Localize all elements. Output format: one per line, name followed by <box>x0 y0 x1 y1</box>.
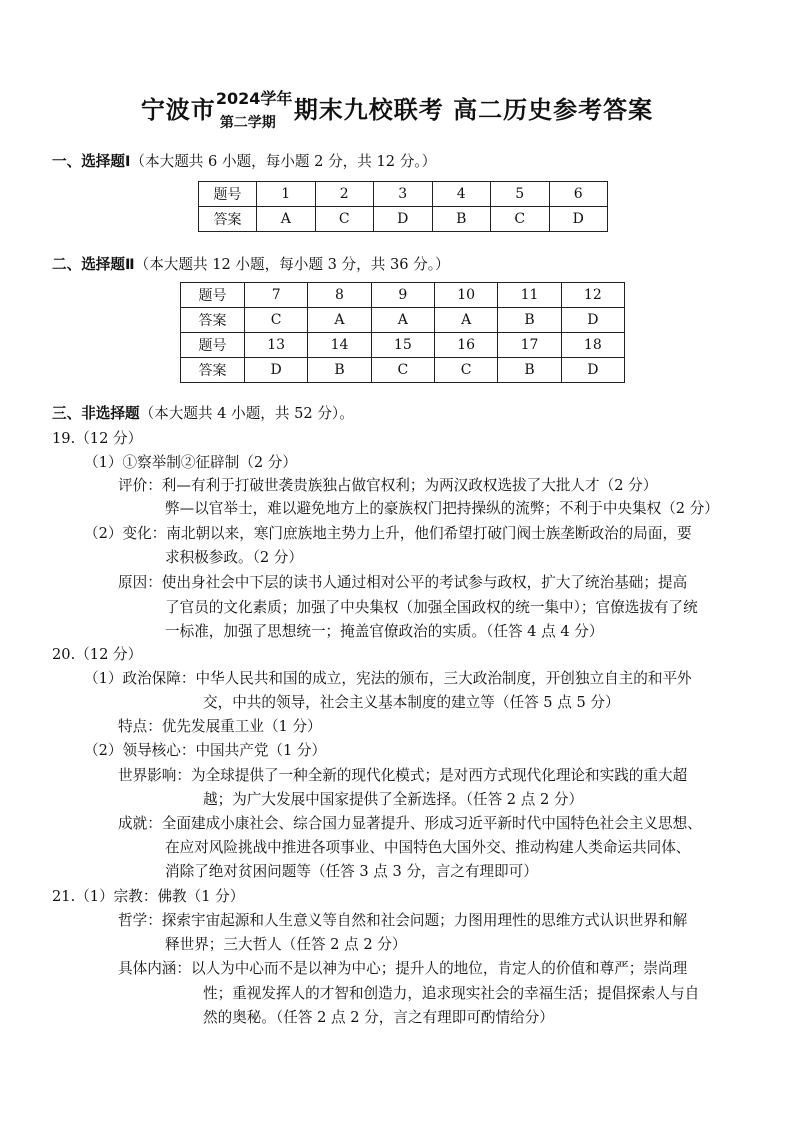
title-semester: 第二学期 <box>219 115 276 131</box>
answer-line: 了官员的文化素质；加强了中央集权（加强全国政权的统一集中）；官僚选拔有了统 <box>165 599 698 616</box>
answer-line: 求积极参政。（2 分） <box>165 549 303 566</box>
table-cell: 5 <box>491 182 550 207</box>
table-row <box>181 358 625 383</box>
table-cell: B <box>498 358 561 383</box>
table-row <box>181 333 625 358</box>
title-year: 2024学年 <box>215 89 293 108</box>
table-cell: 16 <box>434 333 497 358</box>
question-19-header: 19.（12 分） <box>52 430 143 447</box>
table-cell: C <box>491 207 550 232</box>
table-cell: 3 <box>374 182 433 207</box>
table-row <box>181 283 625 308</box>
table-cell: C <box>315 207 374 232</box>
table-cell: B <box>498 308 561 333</box>
answer-line: 交，中共的领导，社会主义基本制度的建立等（任答 5 点 5 分） <box>203 694 620 711</box>
answer-table-2 <box>180 282 625 383</box>
section2-note: （本大题共 12 小题，每小题 3 分，共 36 分。） <box>134 256 450 273</box>
table-cell: D <box>561 308 624 333</box>
section2-heading: 二、选择题Ⅱ <box>52 256 135 273</box>
table-cell: A <box>371 308 434 333</box>
answer-line: 具体内涵：以人为中心而不是以神为中心；提升人的地位，肯定人的价值和尊严；崇尚理 <box>118 960 688 977</box>
section3-heading: 三、非选择题 <box>52 405 140 422</box>
table-cell: 17 <box>498 333 561 358</box>
table-cell: C <box>371 358 434 383</box>
answer-line: 特点：优先发展重工业（1 分） <box>118 718 322 735</box>
answer-line: （2）领导核心：中国共产党（1 分） <box>84 742 327 759</box>
section2-heading-line <box>52 253 450 274</box>
table-cell: 1 <box>257 182 316 207</box>
answer-line: 哲学：探索宇宙起源和人生意义等自然和社会问题；力图用理性的思维方式认识世界和解 <box>118 912 688 929</box>
table-row <box>181 308 625 333</box>
table-cell: 题号 <box>181 283 245 308</box>
answer-line: 在应对风险挑战中推进各项事业、中国特色大国外交、推动构建人类命运共同体、 <box>165 839 691 856</box>
table-cell: D <box>561 358 624 383</box>
answer-line: 越；为广大发展中国家提供了全新选择。（任答 2 点 2 分） <box>203 791 584 808</box>
section3-heading-line <box>52 402 354 423</box>
question-20-header: 20.（12 分） <box>52 646 143 663</box>
table-cell: 4 <box>432 182 491 207</box>
answer-line: 成就：全面建成小康社会、综合国力显著提升、形成习近平新时代中国特色社会主义思想、 <box>118 815 702 832</box>
answer-line: 性；重视发挥人的才智和创造力，追求现实社会的幸福生活；提倡探索人与自 <box>203 985 700 1002</box>
table-cell: D <box>549 207 608 232</box>
answer-line: 一标准，加强了思想统一；掩盖官僚政治的实质。（任答 4 点 4 分） <box>165 623 604 640</box>
answer-line: 消除了绝对贫困问题等（任答 3 点 3 分，言之有理即可） <box>165 863 538 880</box>
title-suffix: 期末九校联考 高二历史参考答案 <box>293 96 654 124</box>
table-row <box>199 182 608 207</box>
table-cell: 14 <box>308 333 371 358</box>
section1-heading-line <box>52 150 436 171</box>
question-21-header: 21.（1）宗教：佛教（1 分） <box>52 888 245 905</box>
page-title <box>0 86 794 134</box>
table-cell: C <box>245 308 308 333</box>
table-cell: 6 <box>549 182 608 207</box>
answer-line: （1）政治保障：中华人民共和国的成立，宪法的颁布，三大政治制度，开创独立自主的和平外 <box>84 670 692 687</box>
table-cell: B <box>432 207 491 232</box>
answer-line: 然的奥秘。（任答 2 点 2 分，言之有理即可酌情给分） <box>203 1009 554 1026</box>
table-cell: 10 <box>434 283 497 308</box>
title-prefix: 宁波市 <box>140 96 216 124</box>
answer-line: 释世界；三大哲人（任答 2 点 2 分） <box>165 936 407 953</box>
section1-note: （本大题共 6 小题，每小题 2 分，共 12 分。） <box>130 153 437 170</box>
table-cell: D <box>245 358 308 383</box>
table-cell: 15 <box>371 333 434 358</box>
answer-line: （2）变化：南北朝以来，寒门庶族地主势力上升，他们希望打破门阀士族垄断政治的局面，要 <box>84 525 692 542</box>
table-cell: A <box>434 308 497 333</box>
table-cell: 答案 <box>199 207 257 232</box>
table-cell: A <box>257 207 316 232</box>
table-cell: 18 <box>561 333 624 358</box>
table-row <box>199 207 608 232</box>
table-cell: D <box>374 207 433 232</box>
section3-note: （本大题共 4 小题，共 52 分）。 <box>139 405 354 422</box>
table-cell: A <box>308 308 371 333</box>
table-cell: 题号 <box>199 182 257 207</box>
answer-line: 评价：利—有利于打破世袭贵族独占做官权利；为两汉政权选拔了大批人才（2 分） <box>118 477 658 494</box>
answer-line: 原因：使出身社会中下层的读书人通过相对公平的考试参与政权，扩大了统治基础；提高 <box>118 574 688 591</box>
table-cell: 2 <box>315 182 374 207</box>
table-cell: 9 <box>371 283 434 308</box>
table-cell: C <box>434 358 497 383</box>
table-cell: B <box>308 358 371 383</box>
answer-line: 世界影响：为全球提供了一种全新的现代化模式；是对西方式现代化理论和实践的重大超 <box>118 767 688 784</box>
table-cell: 11 <box>498 283 561 308</box>
table-cell: 8 <box>308 283 371 308</box>
table-cell: 12 <box>561 283 624 308</box>
table-cell: 题号 <box>181 333 245 358</box>
table-cell: 答案 <box>181 358 245 383</box>
table-cell: 答案 <box>181 308 245 333</box>
answer-table-1 <box>198 181 608 232</box>
table-cell: 7 <box>245 283 308 308</box>
section1-heading: 一、选择题Ⅰ <box>52 153 131 170</box>
answer-line: 弊—以官举士，难以避免地方上的豪族权门把持操纵的流弊；不利于中央集权（2 分） <box>165 500 719 517</box>
answer-line: （1）①察举制②征辟制（2 分） <box>84 454 297 471</box>
table-cell: 13 <box>245 333 308 358</box>
